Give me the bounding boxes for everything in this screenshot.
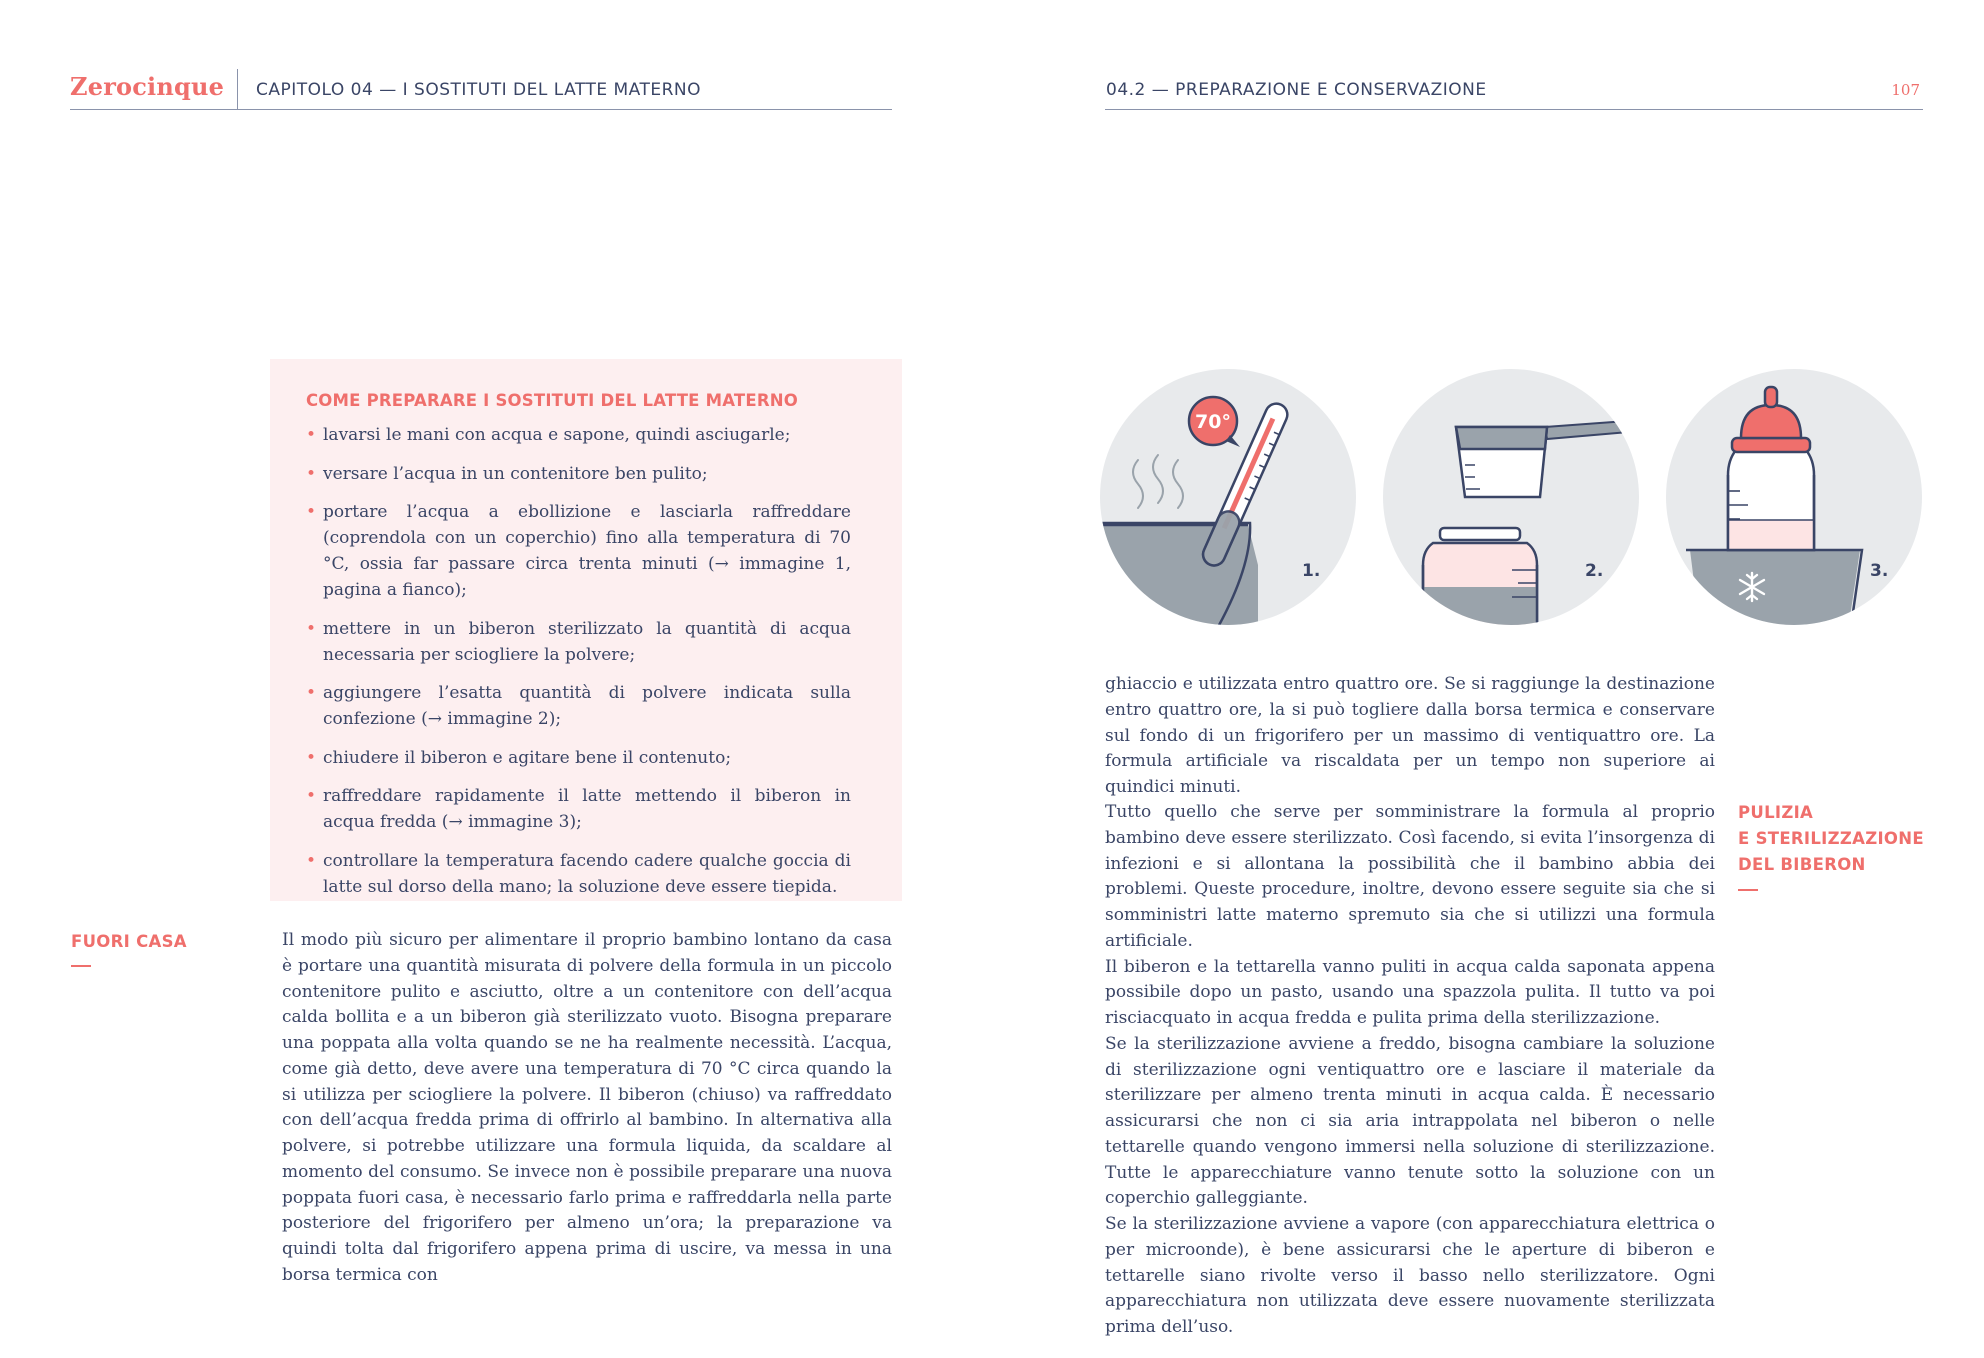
box-title: COME PREPARARE I SOSTITUTI DEL LATTE MATERNO xyxy=(306,391,798,410)
preparation-step-text: controllare la temperatura facendo cadere qualche goccia di latte sul dorso della mano; la soluzione deve essere tiepida. xyxy=(323,850,851,897)
bullet-icon: • xyxy=(306,502,317,522)
preparation-step xyxy=(306,680,851,732)
preparation-step-text: raffreddare rapidamente il latte mettendo il biberon in acqua fredda (→ immagine 3); xyxy=(323,786,851,832)
bullet-icon: • xyxy=(306,786,317,806)
pulizia-paragraph-3: Se la sterilizzazione avviene a freddo, bisogna cambiare la soluzione di sterilizzazione ogni ventiquattro ore e lasciare il materiale da sterilizzare per almeno trenta minuti in acqua calda. È necessario assicurarsi che non ci sia aria intrappolata nel biberon o nelle tettarelle quando vengono immersi nella soluzione di sterilizzazione. Tutte le apparecchiature vanno tenute sotto la soluzione con un coperchio galleggiante. xyxy=(1105,1033,1715,1209)
preparation-step xyxy=(306,783,851,835)
pulizia-paragraph-1: Tutto quello che serve per somministrare la formula al proprio bambino deve essere sterilizzato. Così facendo, si evita l’insorgenza di infezioni e si allontana la possibilità che il bambino abbia dei problemi. Queste procedure, inoltre, devono essere seguite sia che si somministri latte materno spremuto sia che si utilizzi una formula artificiale. xyxy=(1105,802,1715,951)
preparation-step-text: chiudere il biberon e agitare bene il contenuto; xyxy=(323,747,732,768)
thermometer-label: 70° xyxy=(1195,411,1231,433)
page-number: 107 xyxy=(1891,81,1920,99)
preparation-step xyxy=(306,745,851,771)
preparation-step-text: versare l’acqua in un contenitore ben pulito; xyxy=(323,463,708,484)
fuori-casa-dash xyxy=(71,965,91,967)
preparation-step-text: aggiungere l’esatta quantità di polvere indicata sulla confezione (→ immagine 2); xyxy=(323,683,851,729)
preparation-step xyxy=(306,616,851,668)
preparation-step-text: lavarsi le mani con acqua e sapone, quindi asciugarle; xyxy=(323,425,791,445)
bullet-icon: • xyxy=(306,747,317,768)
thermometer-pot-icon xyxy=(1100,369,1356,630)
pulizia-label-line-2: E STERILIZZAZIONE xyxy=(1738,829,1924,848)
bottle-cold-water-icon xyxy=(1666,369,1922,630)
header-rule-right xyxy=(1105,109,1923,110)
preparation-step-text: portare l’acqua a ebollizione e lasciarla raffreddare (coprendola con un coperchio) fino alla temperatura di 70 °C, ossia far passare circa trenta minuti (→ immagine 1, pagina a fianco); xyxy=(323,502,851,600)
header-rule-left xyxy=(70,109,892,110)
powder-scoop-jar-icon xyxy=(1383,369,1640,630)
step-number-2: 2. xyxy=(1585,561,1604,581)
pulizia-dash xyxy=(1738,889,1758,891)
pulizia-body xyxy=(1105,800,1715,1341)
bullet-icon: • xyxy=(306,850,317,871)
pulizia-paragraph-4: Se la sterilizzazione avviene a vapore (con apparecchiatura elettrica o per microonde), è bene assicurarsi che le aperture di biberon e tettarelle siano rivolte verso il basso nello sterilizzatore. Ogni apparecchiatura non utilizzata deve essere nuovamente sterilizzata prima dell’uso. xyxy=(1105,1214,1715,1337)
preparation-step xyxy=(306,422,851,448)
fuori-casa-label: FUORI CASA xyxy=(71,932,187,951)
brand-logo: Zerocinque xyxy=(70,72,225,101)
chapter-title: CAPITOLO 04 — I SOSTITUTI DEL LATTE MATERNO xyxy=(256,80,702,100)
preparation-step xyxy=(306,461,851,487)
preparation-steps-list xyxy=(306,422,851,912)
bullet-icon: • xyxy=(306,683,317,703)
section-title: 04.2 — PREPARAZIONE E CONSERVAZIONE xyxy=(1106,80,1487,100)
step-number-1: 1. xyxy=(1302,561,1321,581)
fuori-casa-text: Il modo più sicuro per alimentare il proprio bambino lontano da casa è portare una quantità misurata di polvere della formula in un piccolo contenitore pulito e asciutto, oltre a un contenitore con dell’acqua calda bollita e a un biberon già sterilizzato vuoto. Bisogna preparare una poppata alla volta quando se ne ha realmente necessità. L’acqua, come già detto, deve avere una temperatura di 70 °C circa quando la si utilizza per sciogliere la polvere. Il biberon (chiuso) va raffreddato con dell’acqua fredda prima di offrirlo al bambino. In alternativa alla polvere, si potrebbe utilizzare una formula liquida, da scaldare al momento del consumo. Se invece non è possibile preparare una nuova poppata fuori casa, è necessario farlo prima e raffreddarla nella parte posteriore del frigorifero per almeno un’ora; la preparazione va quindi tolta dal frigorifero appena prima di uscire, va messa in una borsa termica con xyxy=(282,930,892,1285)
bullet-icon: • xyxy=(306,425,317,445)
continuation-text: ghiaccio e utilizzata entro quattro ore. Se si raggiunge la destinazione entro quattro ore, la si può togliere dalla borsa termica e conservare sul fondo di un frigorifero per un massimo di ventiquattro ore. La formula artificiale va riscaldata per un tempo non superiore ai quindici minuti. xyxy=(1105,674,1715,797)
bullet-icon: • xyxy=(306,618,317,639)
pulizia-paragraph-2: Il biberon e la tettarella vanno puliti in acqua calda saponata appena possibile dopo un pasto, usando una spazzola pulita. Il tutto va poi risciacquato in acqua fredda e pulita prima della sterilizzazione. xyxy=(1105,956,1715,1028)
preparation-step-text: mettere in un biberon sterilizzato la quantità di acqua necessaria per sciogliere la polvere; xyxy=(323,618,851,665)
pulizia-label-line-3: DEL BIBERON xyxy=(1738,855,1866,874)
brand-separator xyxy=(237,69,238,109)
preparation-illustrations xyxy=(1100,365,1930,630)
bullet-icon: • xyxy=(306,463,317,484)
preparation-step xyxy=(306,499,851,603)
pulizia-label xyxy=(1738,800,1938,878)
pulizia-label-line-1: PULIZIA xyxy=(1738,803,1814,822)
preparation-step xyxy=(306,848,851,900)
step-number-3: 3. xyxy=(1870,561,1889,581)
